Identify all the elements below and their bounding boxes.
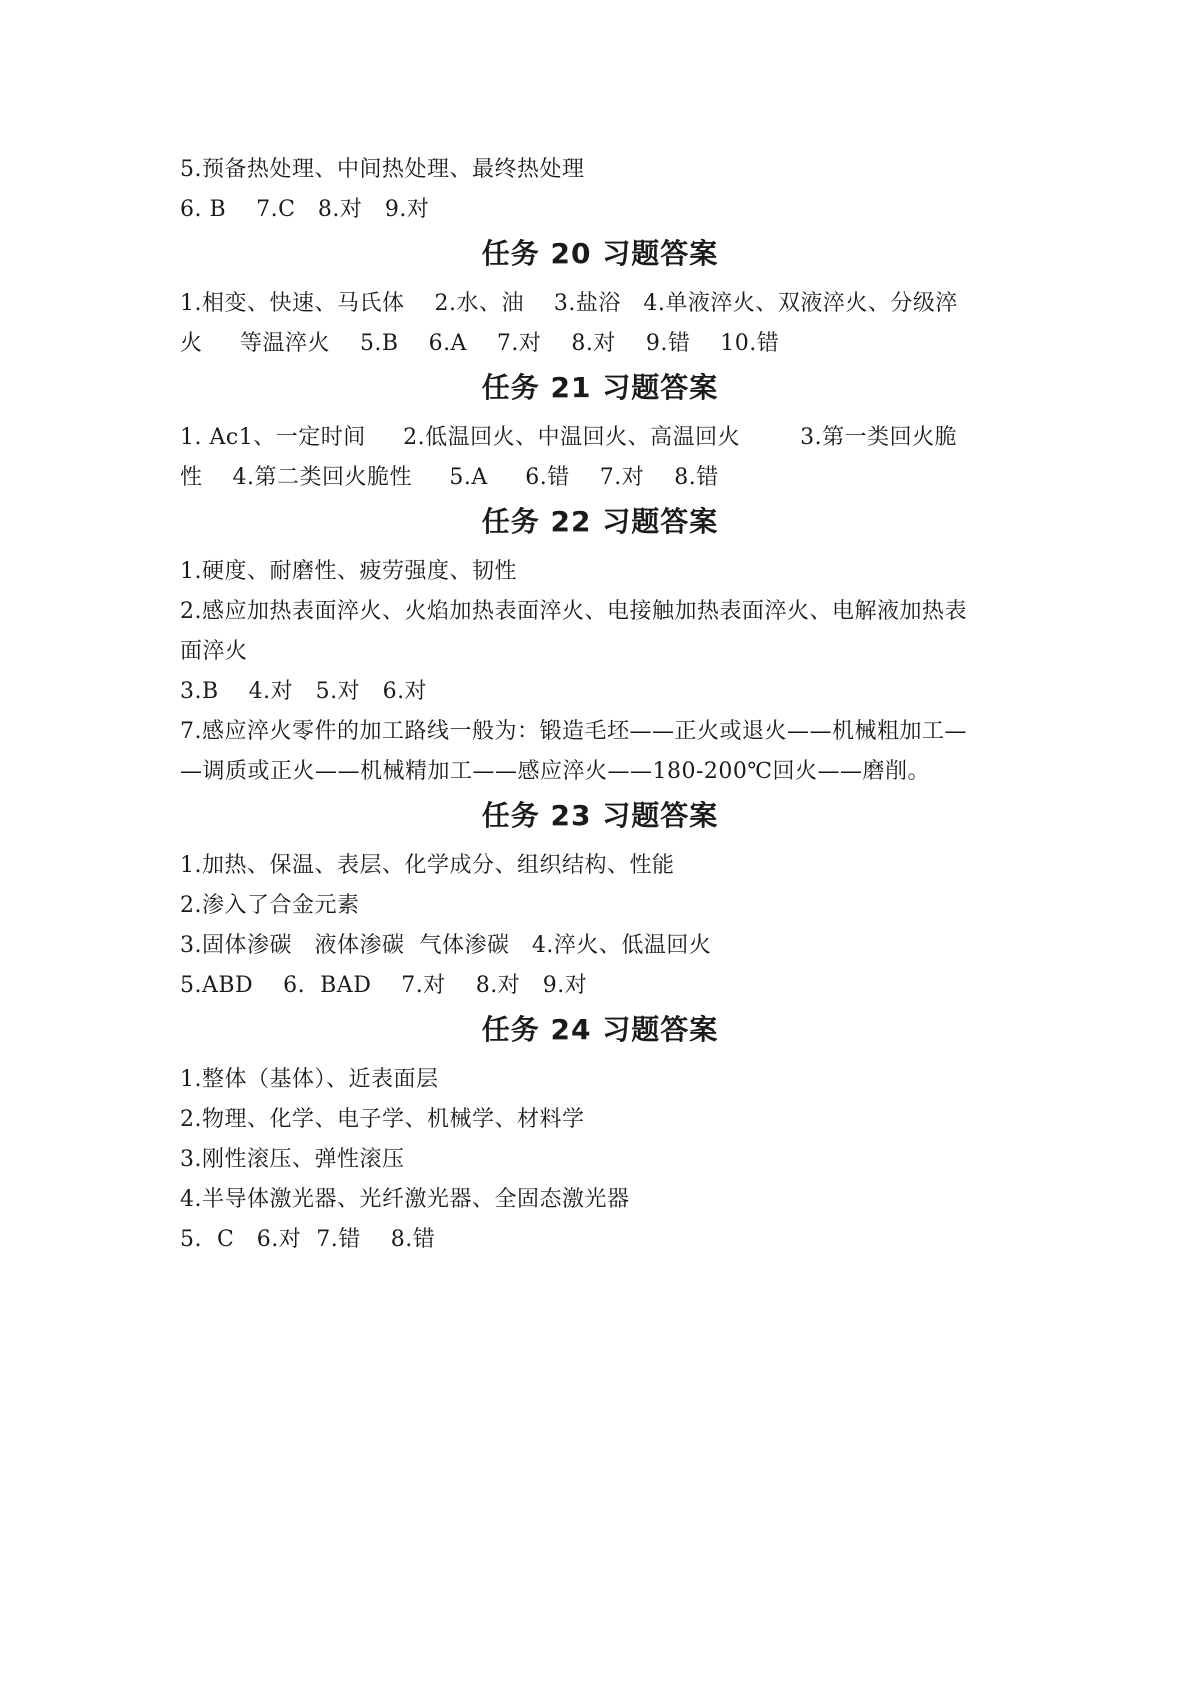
answer-line: 2.物理、化学、电子学、机械学、材料学 bbox=[180, 1107, 585, 1132]
section-title: 任务 24 习题答案 bbox=[481, 1013, 719, 1046]
answer-line: 2.感应加热表面淬火、火焰加热表面淬火、电接触加热表面淬火、电解液加热表 bbox=[180, 599, 967, 624]
section-title: 任务 21 习题答案 bbox=[481, 371, 719, 404]
answer-line: 5. C 6.对 7.错 8.错 bbox=[180, 1227, 436, 1252]
answer-line: 1.硬度、耐磨性、疲劳强度、韧性 bbox=[180, 559, 517, 584]
section-title: 任务 23 习题答案 bbox=[481, 799, 719, 832]
answer-content bbox=[180, 150, 1020, 1260]
answer-line: 1.加热、保温、表层、化学成分、组织结构、性能 bbox=[180, 853, 675, 878]
answer-line: 面淬火 bbox=[180, 639, 248, 664]
answer-line: 3.刚性滚压、弹性滚压 bbox=[180, 1147, 405, 1172]
answer-line: 5.预备热处理、中间热处理、最终热处理 bbox=[180, 157, 585, 182]
answer-line: 3.固体渗碳 液体渗碳 气体渗碳 4.淬火、低温回火 bbox=[180, 933, 712, 958]
answer-line: 2.渗入了合金元素 bbox=[180, 893, 360, 918]
answer-line: —调质或正火——机械精加工——感应淬火——180-200℃回火——磨削。 bbox=[180, 759, 931, 784]
answer-line: 3.B 4.对 5.对 6.对 bbox=[180, 679, 428, 704]
answer-line: 5.ABD 6. BAD 7.对 8.对 9.对 bbox=[180, 973, 588, 998]
answer-line: 火 等温淬火 5.B 6.A 7.对 8.对 9.错 10.错 bbox=[180, 331, 780, 356]
answer-line: 7.感应淬火零件的加工路线一般为：锻造毛坯——正火或退火——机械粗加工— bbox=[180, 719, 967, 744]
section-title: 任务 22 习题答案 bbox=[481, 505, 719, 538]
section-title: 任务 20 习题答案 bbox=[481, 237, 719, 270]
answer-line: 6. B 7.C 8.对 9.对 bbox=[180, 197, 430, 222]
answer-line: 4.半导体激光器、光纤激光器、全固态激光器 bbox=[180, 1187, 630, 1212]
answer-line: 1.相变、快速、马氏体 2.水、油 3.盐浴 4.单液淬火、双液淬火、分级淬 bbox=[180, 291, 958, 316]
answer-line: 性 4.第二类回火脆性 5.A 6.错 7.对 8.错 bbox=[180, 465, 719, 490]
answer-line: 1.整体（基体）、近表面层 bbox=[180, 1067, 439, 1092]
answer-line: 1. Ac1、一定时间 2.低温回火、中温回火、高温回火 3.第一类回火脆 bbox=[180, 425, 958, 450]
